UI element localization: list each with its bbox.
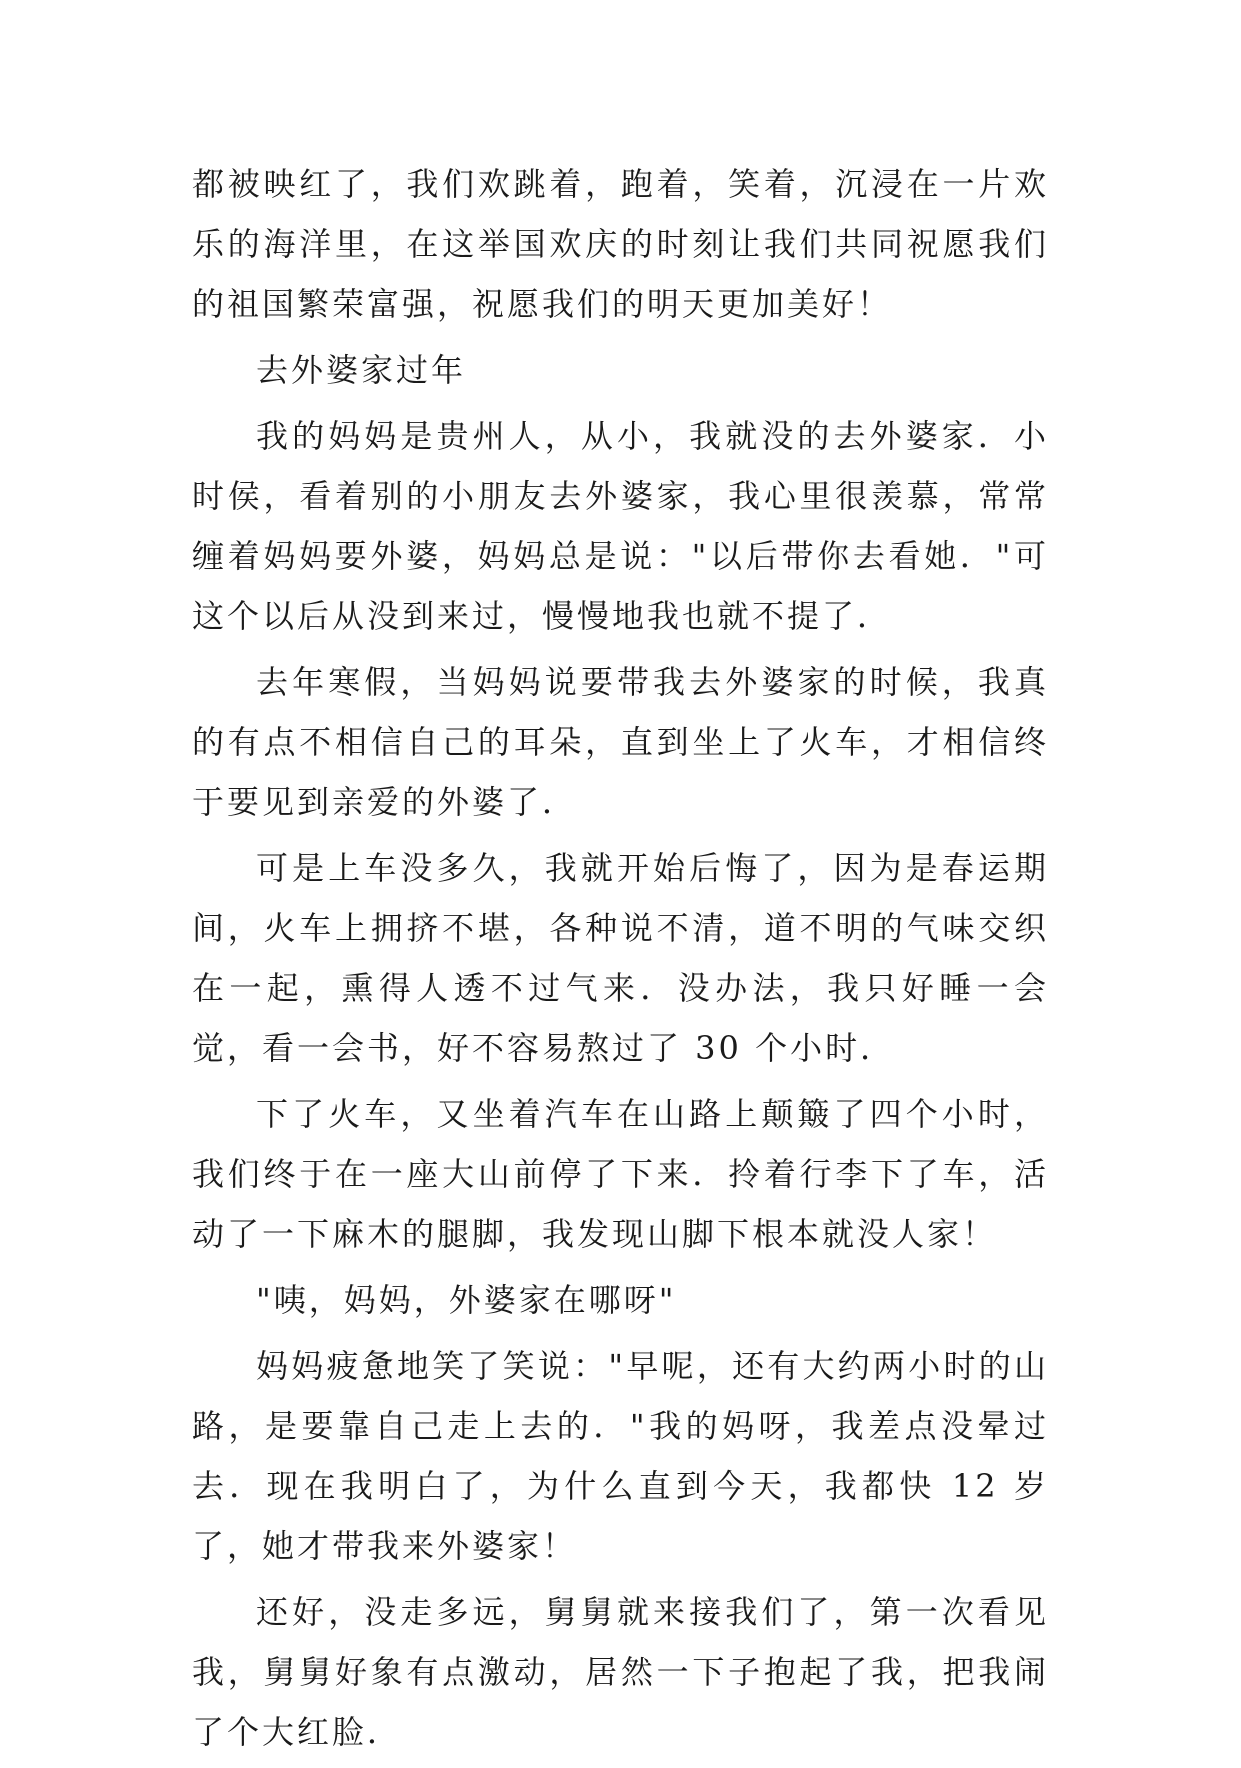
paragraph-3: 去年寒假，当妈妈说要带我去外婆家的时候，我真的有点不相信自己的耳朵，直到坐上了火车，才相信终于要见到亲爱的外婆了．	[192, 663, 1049, 821]
paragraph-0: 都被映红了，我们欢跳着，跑着，笑着，沉浸在一片欢乐的海洋里，在这举国欢庆的时刻让我们共同祝愿我们的祖国繁荣富强，祝愿我们的明天更加美好！	[192, 165, 1049, 323]
paragraph-7: 妈妈疲惫地笑了笑说："早呢，还有大约两小时的山路，是要靠自己走上去的．"我的妈呀，我差点没晕过去．现在我明白了，为什么直到今天，我都快 12 岁了，她才带我来外婆家！	[192, 1347, 1049, 1565]
body-text	[192, 154, 1049, 1768]
paragraph-6: "咦，妈妈，外婆家在哪呀"	[256, 1281, 677, 1319]
paragraph-4: 可是上车没多久，我就开始后悔了，因为是春运期间，火车上拥挤不堪，各种说不清，道不明的气味交织在一起，熏得人透不过气来．没办法，我只好睡一会觉，看一会书，好不容易熬过了 30 个小时．	[192, 849, 1049, 1067]
paragraph-8: 还好，没走多远，舅舅就来接我们了，第一次看见我，舅舅好象有点激动，居然一下子抱起了我，把我闹了个大红脸．	[192, 1593, 1049, 1751]
section-heading: 去外婆家过年	[256, 351, 467, 389]
paragraph-5: 下了火车，又坐着汽车在山路上颠簸了四个小时，我们终于在一座大山前停了下来．拎着行李下了车，活动了一下麻木的腿脚，我发现山脚下根本就没人家！	[192, 1095, 1049, 1253]
paragraph-2: 我的妈妈是贵州人，从小，我就没的去外婆家．小时侯，看着别的小朋友去外婆家，我心里很羡慕，常常缠着妈妈要外婆，妈妈总是说："以后带你去看她．"可这个以后从没到来过，慢慢地我也就不提了．	[192, 417, 1049, 635]
